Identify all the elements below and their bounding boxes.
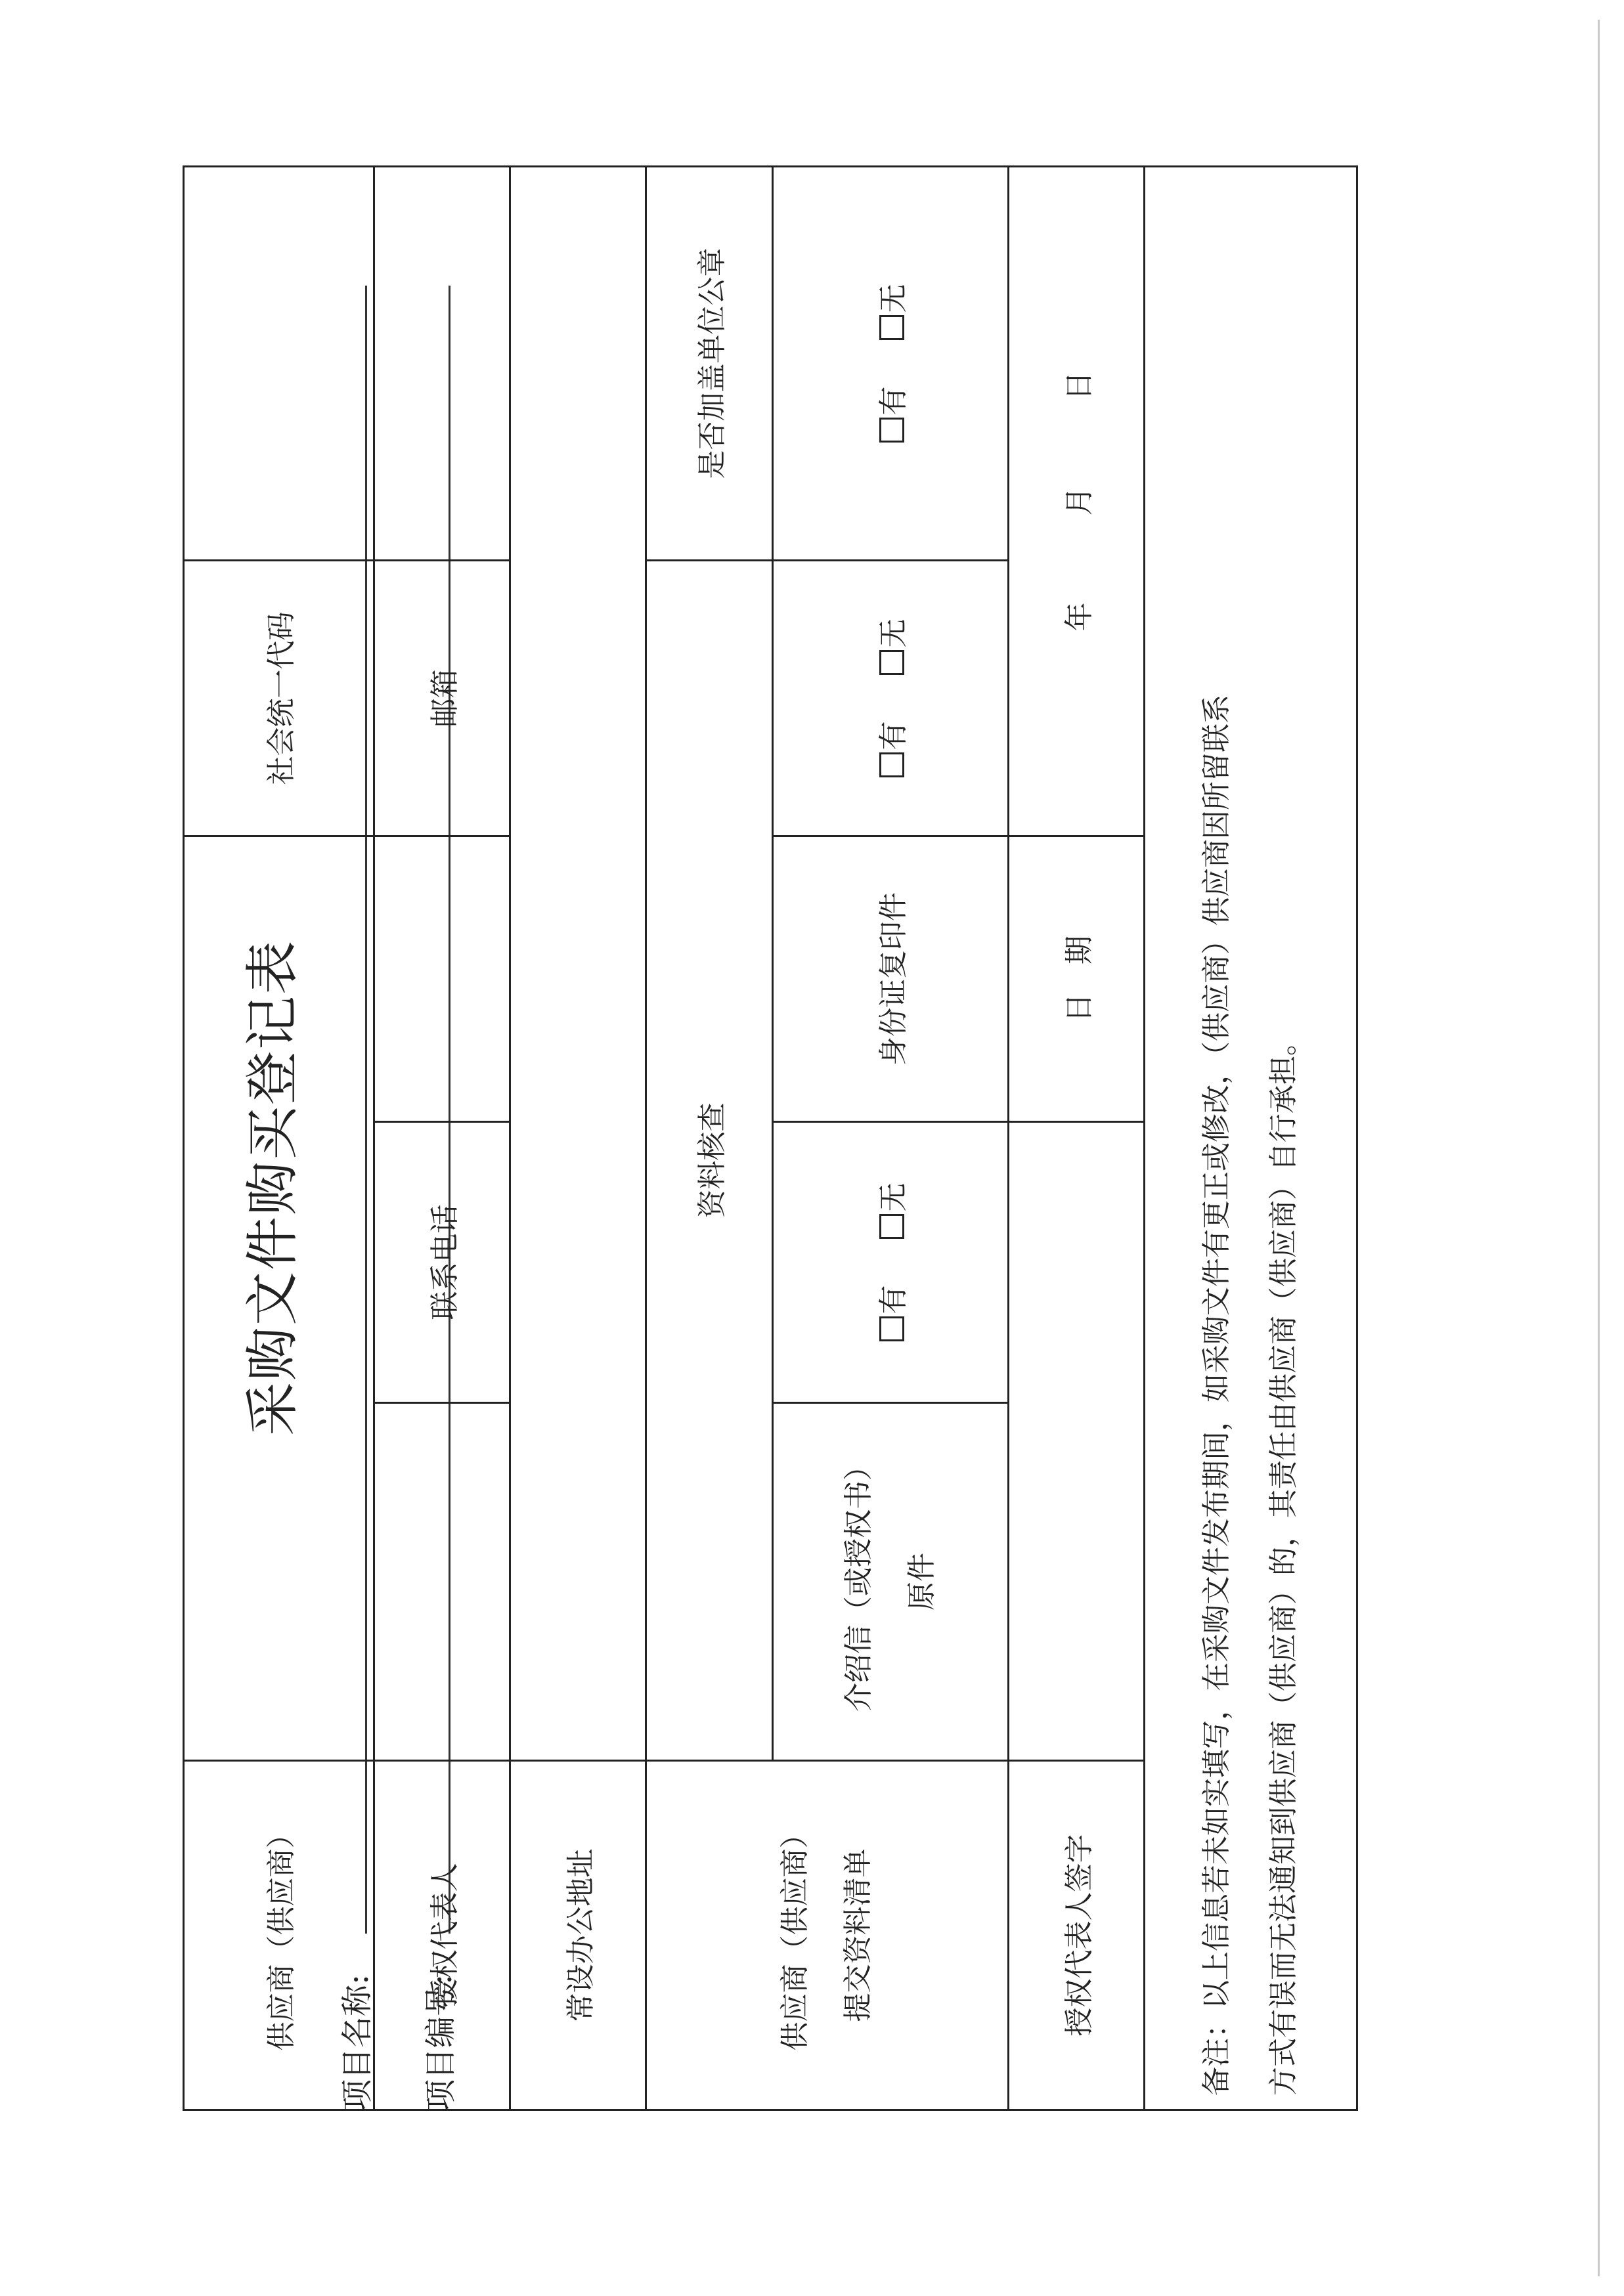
checkbox-no[interactable]: [879, 651, 904, 676]
registration-table: [183, 165, 1358, 2111]
authorized-rep-label: 授权代表人: [374, 1761, 510, 2110]
table-row: [1008, 167, 1144, 2110]
note-line2: 方式有误而无法通知到供应商（供应商）的，其责任由供应商（供应商）自行承担。: [1267, 1027, 1301, 2096]
seal-checkboxes: [772, 167, 1008, 561]
checkbox-yes[interactable]: [879, 418, 904, 443]
checkbox-yes[interactable]: [879, 1317, 904, 1342]
credit-code-value-cell[interactable]: [184, 167, 374, 561]
table-row: [374, 167, 510, 2110]
seal-header: 是否加盖单位公章: [646, 167, 772, 561]
id-copy-label: 身份证复印件: [772, 836, 1008, 1122]
checkbox-no-label: 无: [876, 618, 910, 648]
credit-code-label: 社会统一代码: [184, 561, 374, 836]
materials-list-label-line1: 供应商（供应商）: [778, 1819, 812, 2051]
checkbox-yes[interactable]: [879, 753, 904, 778]
signature-value-cell[interactable]: [1008, 1122, 1144, 1761]
materials-check-header: 资料核查: [646, 561, 772, 1761]
project-name-label: 项目名称:: [339, 1974, 376, 2111]
phone-value-cell[interactable]: [374, 836, 510, 1122]
checkbox-yes-label: 有: [876, 1285, 910, 1314]
checkbox-no[interactable]: [879, 316, 904, 341]
address-label: 常设办公地址: [510, 1761, 646, 2110]
authorized-rep-value-cell[interactable]: [374, 1403, 510, 1761]
supplier-label: 供应商（供应商）: [184, 1761, 374, 2110]
checkbox-no-label: 无: [876, 284, 910, 313]
materials-list-label-line2: 提交资料清单: [841, 1848, 875, 2022]
table-row: [510, 167, 646, 2110]
intro-letter-line2: 原件: [904, 1553, 938, 1611]
email-label: 邮箱: [374, 561, 510, 836]
table-row: [184, 167, 374, 2110]
checkbox-yes-label: 有: [876, 386, 910, 416]
checkbox-yes-label: 有: [876, 721, 910, 750]
intro-letter-line1: 介绍信（或授权书）: [841, 1452, 875, 1712]
phone-label: 联系电话: [374, 1122, 510, 1403]
signature-label: 授权代表人签字: [1008, 1761, 1144, 2110]
date-label: 日 期: [1008, 836, 1144, 1122]
note-cell: [1144, 167, 1357, 2110]
table-row: [646, 167, 772, 2110]
checkbox-no[interactable]: [879, 1215, 904, 1240]
materials-list-label: [646, 1761, 1008, 2110]
intro-letter-checkboxes: [772, 1122, 1008, 1403]
email-value-cell[interactable]: [374, 167, 510, 561]
table-row: [1144, 167, 1357, 2110]
address-value-cell[interactable]: [510, 167, 646, 1761]
date-value: 年 月 日: [1008, 167, 1144, 836]
supplier-value-cell[interactable]: [184, 836, 374, 1761]
note-line1: 备注：以上信息若未如实填写，在采购文件发布期间，如采购文件有更正或修改，（供应商）供应商因所留联系: [1200, 695, 1234, 2096]
checkbox-no-label: 无: [876, 1182, 910, 1212]
project-number-label: 项目编号:: [422, 1974, 459, 2111]
id-copy-checkboxes: [772, 561, 1008, 836]
intro-letter-label: [772, 1403, 1008, 1761]
form-title: 采购文件购买登记表: [242, 939, 304, 1436]
